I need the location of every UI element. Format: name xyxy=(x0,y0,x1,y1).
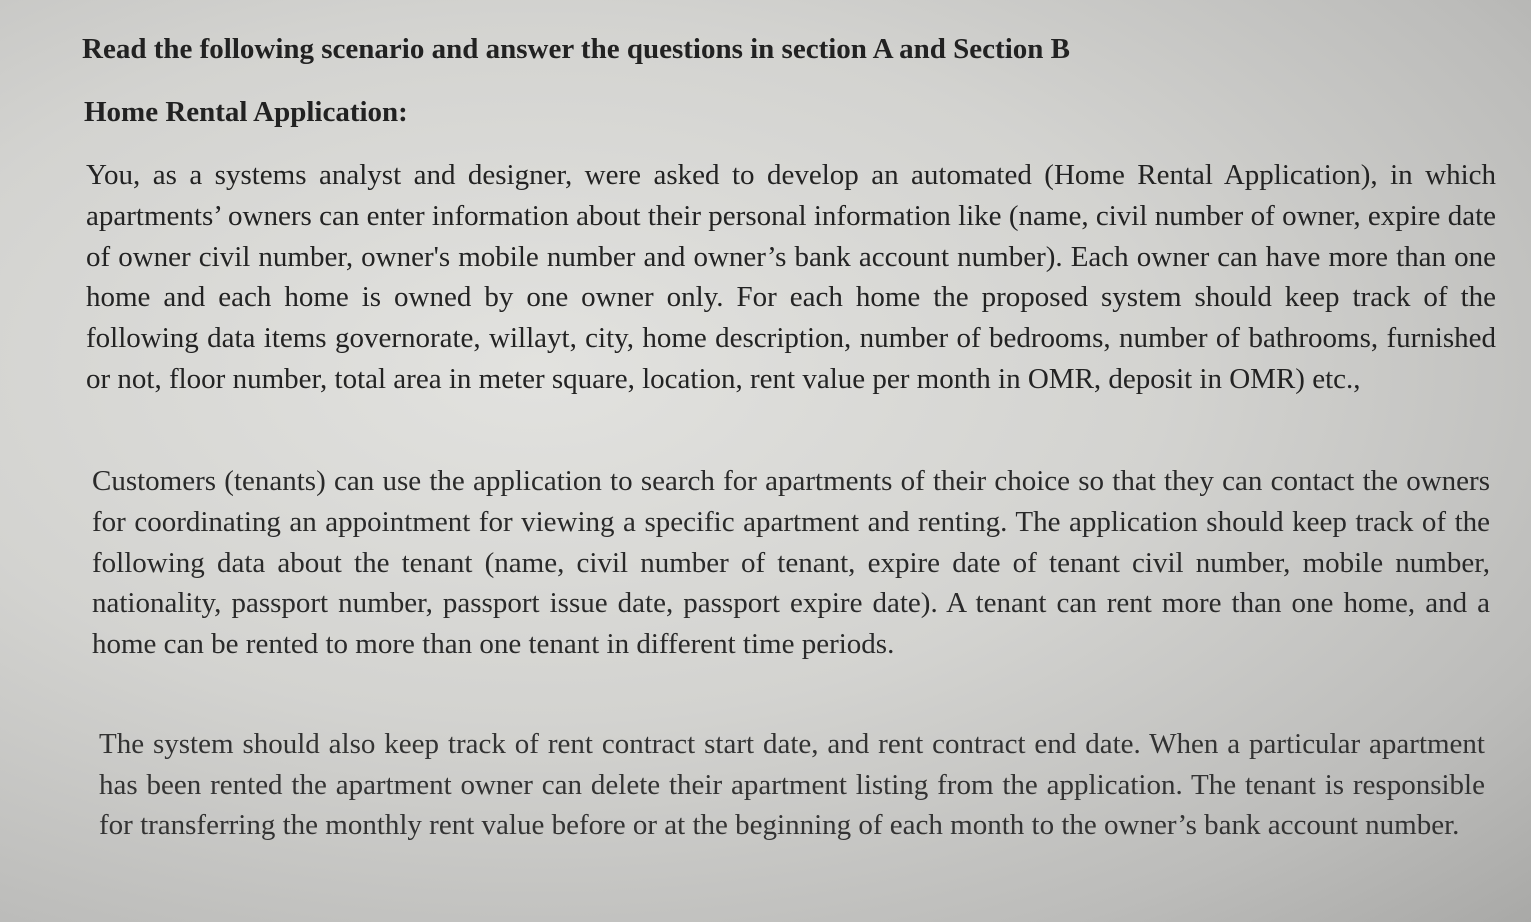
paragraph-owners-homes: You, as a systems analyst and designer, were asked to develop an automated (Home Rental Application), in which apartments’ owners can enter information about their personal information like (name, civil number of owner, expire date of owner civil number, owner's mobile number and owner’s bank account number). Each owner can have more than one home and each home is owned by one owner only. For each home the proposed system should keep track of the following data items governorate, willayt, city, home description, number of bedrooms, number of bathrooms, furnished or not, floor number, total area in meter square, location, rent value per month in OMR, deposit in OMR) etc., xyxy=(86,159,1496,395)
paragraph-tenants: Customers (tenants) can use the application to search for apartments of their choice so that they can contact the owners for coordinating an appointment for viewing a specific apartment and renting. The application should keep track of the following data about the tenant (name, civil number of tenant, expire date of tenant civil number, mobile number, nationality, passport number, passport issue date, passport expire date). A tenant can rent more than one home, and a home can be rented to more than one tenant in different time periods. xyxy=(92,465,1490,661)
scenario-title: Home Rental Application: xyxy=(84,96,408,128)
paragraph-contracts: The system should also keep track of rent contract start date, and rent contract end date. When a particular apartment has been rented the apartment owner can delete their apartment listing from the application. The tenant is responsible for transferring the monthly rent value before or at the beginning of each month to the owner’s bank account number. xyxy=(99,728,1485,841)
instruction-heading: Read the following scenario and answer the questions in section A and Section B xyxy=(82,33,1070,65)
